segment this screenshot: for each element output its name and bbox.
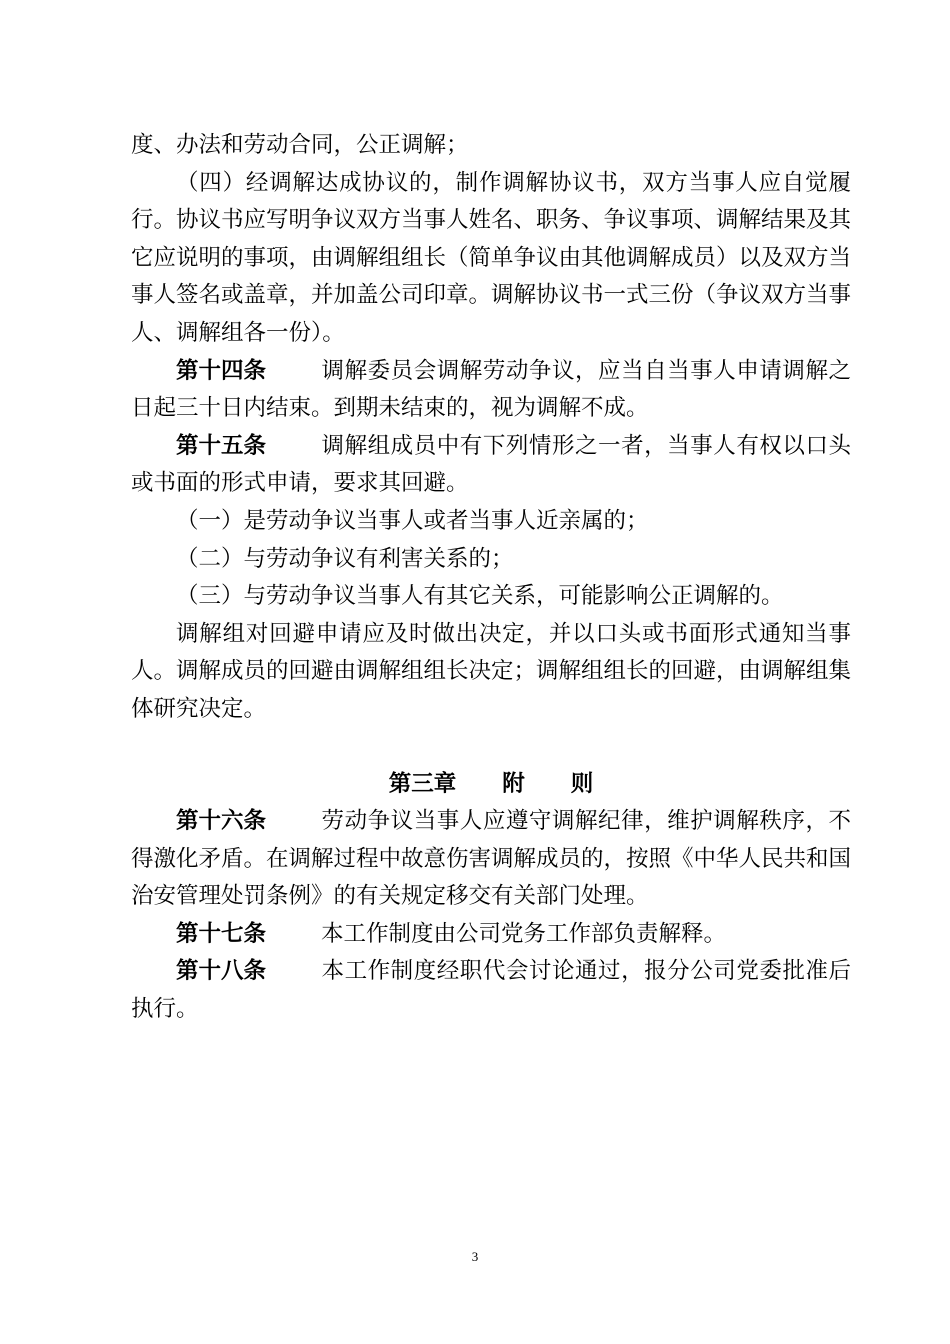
article-15 [131,428,851,503]
article-16-body: 劳动争议当事人应遵守调解纪律，维护调解秩序，不得激化矛盾。在调解过程中故意伤害调解成员的，按照《中华人民共和国治安管理处罚条例》的有关规定移交有关部门处理。 [131,808,852,910]
article-16-heading: 第十六条 [176,808,267,835]
list-item-2: （二）与劳动争议有利害关系的； [176,545,514,572]
article-14-heading: 第十四条 [176,357,267,384]
article-14 [131,353,851,428]
article-15-body: 调解组成员中有下列情形之一者，当事人有权以口头或书面的形式申请，要求其回避。 [131,432,851,497]
paragraph-continuation: 度、办法和劳动合同，公正调解； [131,132,469,158]
chapter-title-char-1: 附 [502,770,525,797]
chapter-title-char-2: 则 [570,770,594,797]
article-17-body: 本工作制度由公司党务工作部负责解释。 [321,920,727,947]
article-18-body: 本工作制度经职代会讨论通过，报分公司党委批准后执行。 [131,958,851,1023]
article-17-heading: 第十七条 [176,920,267,947]
chapter-heading [131,766,851,804]
list-item-3: （三）与劳动争议当事人有其它关系，可能影响公正调解的。 [176,583,784,610]
chapter-number: 第三章 [388,770,457,797]
article-15-heading: 第十五条 [176,432,267,459]
paragraph-recusal: 调解组对回避申请应及时做出决定，并以口头或书面形式通知当事人。调解成员的回避由调解组组长决定；调解组组长的回避，由调解组集体研究决定。 [131,620,852,722]
paragraph-item-4: （四）经调解达成协议的，制作调解协议书，双方当事人应自觉履行。协议书应写明争议双方当事人姓名、职务、争议事项、调解结果及其它应说明的事项，由调解组组长（简单争议由其他调解成员）以及双方当事人签名或盖章，并加盖公司印章。调解协议书一式三份（争议双方当事人、调解组各一份）。 [131,169,852,346]
article-16 [131,803,851,916]
page-number: 3 [471,1249,479,1264]
list-item-1: （一）是劳动争议当事人或者当事人近亲属的； [176,507,649,534]
article-17 [131,916,851,954]
article-14-body: 调解委员会调解劳动争议，应当自当事人申请调解之日起三十日内结束。到期未结束的，视为调解不成。 [131,357,851,422]
article-18-heading: 第十八条 [176,958,267,985]
body-text [131,127,851,1029]
article-18 [131,953,851,1028]
